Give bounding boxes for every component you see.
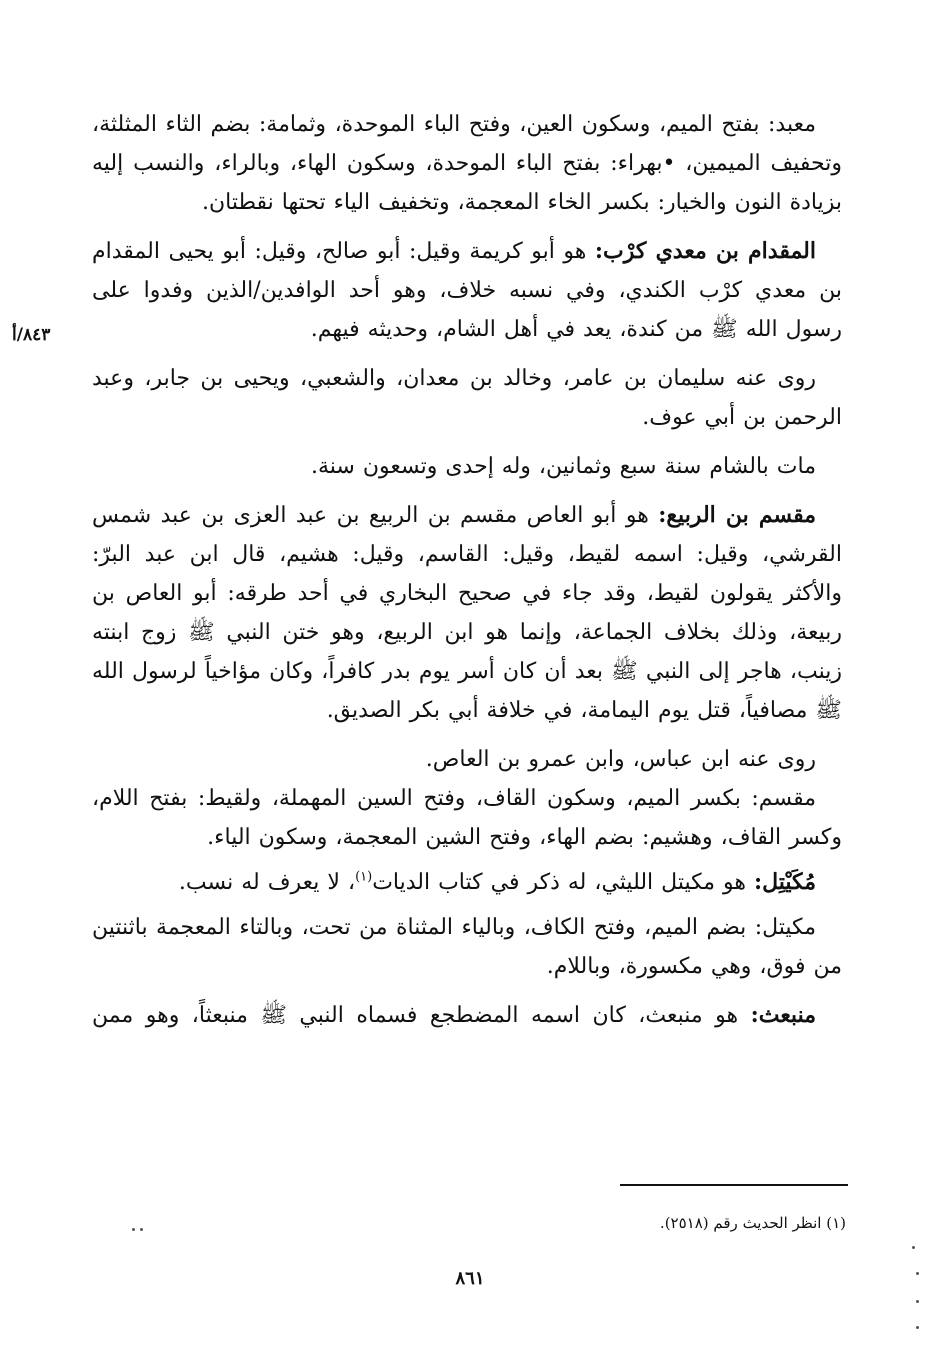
main-text — [92, 105, 842, 1035]
paragraph-miqsam-narrators: روى عنه ابن عباس، وابن عمرو بن العاص. — [425, 747, 816, 772]
footnote-marker: (١) — [355, 869, 373, 885]
scan-speck — [916, 1300, 919, 1303]
entry-text-miqdam: هو أبو كريمة وقيل: أبو صالح، وقيل: أبو يحيى المقدام بن معدي كرْب الكندي، وفي نسبه خلاف، وهو أحد الوافدين/الذين وفدوا على رسول الله ﷺ من كندة، يعد في أهل الشام، وحديثه فيهم. — [92, 239, 842, 342]
scan-speck — [916, 1326, 919, 1329]
paragraph-mukaytil-definitions: مكيتل: بضم الميم، وفتح الكاف، وبالياء المثناة من تحت، وبالتاء المعجمة باثنتين من فوق، وهي مكسورة، وباللام. — [92, 915, 842, 979]
entry-term-munbaith: منبعث: — [750, 1002, 816, 1028]
footnote: (١) انظر الحديث رقم (٢٥١٨). — [659, 1214, 846, 1232]
paragraph-munbaith — [92, 996, 842, 1035]
page-number: ٨٦١ — [455, 1268, 485, 1289]
scan-speck — [140, 1228, 143, 1231]
paragraph-mabad-definitions: معبد: بفتح الميم، وسكون العين، وفتح الباء الموحدة، وثمامة: بضم الثاء المثلثة، وتحفيف الميمين، •بهراء: بفتح الباء الموحدة، وسكون الهاء، وبالراء، والنسب إليه بزيادة النون والخيار: بكسر الخاء المعجمة، وتخفيف الياء تحتها نقطتان. — [92, 112, 842, 215]
manuscript-folio-reference: ٨٤٣/أ — [12, 325, 51, 345]
entry-text-munbaith: هو منبعث، كان اسمه المضطجع فسماه النبي ﷺ منبعثاً، وهو ممن — [92, 1003, 751, 1028]
entry-term-miqdam: المقدام بن معدي كرْب: — [594, 238, 816, 264]
scan-speck — [912, 1246, 915, 1249]
footnote-separator — [620, 1184, 848, 1186]
entry-text-mukaytil-b: ، لا يعرف له نسب. — [178, 870, 356, 895]
entry-text-miqsam: هو أبو العاص مقسم بن الربيع بن عبد العزى بن عبد شمس القرشي، وقيل: اسمه لقيط، وقيل: القاسم، وقيل: هشيم، قال ابن عبد البرّ: والأكثر يقولون لقيط، وقد جاء في صحيح البخاري في أحد طرقه: أبو العاص بن ربيعة، وذلك بخلاف الجماعة، وإنما هو ابن الربيع، وهو ختن النبي ﷺ زوج ابنته زينب، هاجر إلى النبي ﷺ بعد أن كان أسر يوم بدر كافراً، وكان مؤاخياً لرسول الله ﷺ مصافياً، قتل يوم اليمامة، في خلافة أبي بكر الصديق. — [92, 503, 842, 723]
paragraph-miqsam — [92, 496, 842, 730]
paragraph-miqdam-narrators: روى عنه سليمان بن عامر، وخالد بن معدان، والشعبي، ويحيى بن جابر، وعبد الرحمن بن أبي عوف. — [92, 366, 842, 430]
entry-text-mukaytil-a: هو مكيتل الليثي، له ذكر في كتاب الديات — [372, 870, 754, 895]
paragraph-miqdam-death: مات بالشام سنة سبع وثمانين، وله إحدى وتسعون سنة. — [310, 454, 816, 479]
paragraph-miqdam — [92, 232, 842, 349]
scan-speck — [916, 1272, 919, 1275]
entry-term-mukaytil: مُكَيْتِل: — [754, 869, 816, 895]
entry-term-miqsam: مقسم بن الربيع: — [658, 502, 816, 528]
paragraph-miqsam-definitions: مقسم: بكسر الميم، وسكون القاف، وفتح السين المهملة، ولقيط: بفتح اللام، وكسر القاف، وهشيم: بضم الهاء، وفتح الشين المعجمة، وسكون الياء. — [92, 786, 842, 850]
paragraph-mukaytil — [92, 863, 842, 902]
scan-speck — [132, 1228, 135, 1231]
